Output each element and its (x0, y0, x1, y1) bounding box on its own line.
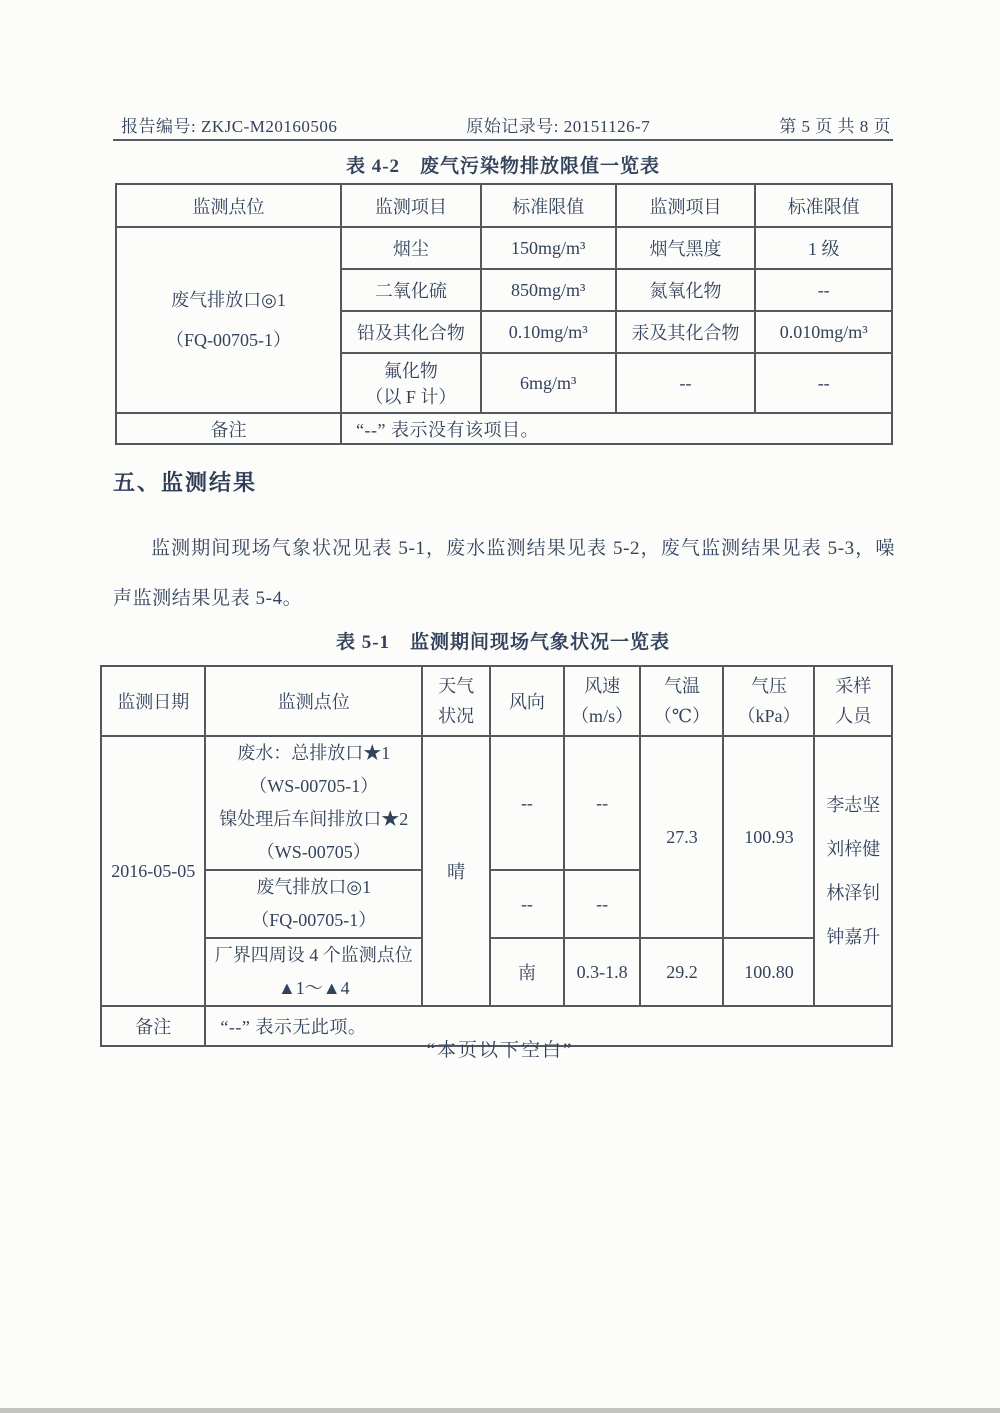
intro-paragraph: 监测期间现场气象状况见表 5-1，废水监测结果见表 5-2，废气监测结果见表 5-3，噪声监测结果见表 5-4。 (113, 538, 895, 609)
site-cell (205, 870, 422, 938)
column-header-wind-speed (564, 666, 641, 736)
page-header (121, 112, 891, 137)
header-line: 天气 (438, 676, 475, 696)
wind-direction-cell: -- (490, 736, 564, 870)
sampler-name: 李志坚 (826, 795, 881, 815)
item-cell: 烟气黑度 (616, 227, 756, 269)
wind-direction-cell: 南 (490, 938, 564, 1006)
site-line: 废气排放口◎1 (171, 290, 286, 310)
column-header-pressure (723, 666, 814, 736)
site-line: （WS-00705-1） (249, 776, 379, 796)
header-line: （℃） (653, 706, 711, 726)
date-cell: 2016-05-05 (101, 736, 205, 1006)
temperature-cell: 27.3 (640, 736, 723, 938)
item-cell: 铅及其化合物 (341, 311, 481, 353)
site-line: 镍处理后车间排放口★2 (219, 809, 409, 829)
wind-direction-cell: -- (490, 870, 564, 938)
column-header-limit-2: 标准限值 (755, 184, 892, 227)
item-cell: 二氧化硫 (341, 269, 481, 311)
site-line: （WS-00705） (256, 842, 371, 862)
column-header-wind-direction: 风向 (490, 666, 564, 736)
note-label-cell: 备注 (116, 413, 341, 444)
site-line: ▲1～▲4 (277, 978, 350, 998)
pressure-cell: 100.80 (723, 938, 814, 1006)
section-heading: 五、监测结果 (113, 470, 258, 495)
column-header-item-2: 监测项目 (616, 184, 756, 227)
table-5-1 (100, 665, 893, 1047)
column-header-date: 监测日期 (101, 666, 205, 736)
note-row (116, 413, 892, 444)
samplers-cell (814, 736, 892, 1006)
site-line: （FQ-00705-1） (166, 330, 292, 350)
limit-cell: 0.10mg/m³ (481, 311, 616, 353)
table-5-1-header-row (101, 666, 892, 736)
site-cell (116, 227, 341, 413)
note-text-cell: “--” 表示无此项。 (205, 1006, 892, 1046)
limit-cell: 6mg/m³ (481, 353, 616, 413)
item-cell (341, 353, 481, 413)
table-row (116, 227, 892, 269)
sampler-name: 林泽钊 (826, 883, 881, 903)
table-row (101, 736, 892, 870)
site-line: （FQ-00705-1） (251, 910, 377, 930)
header-line: 气温 (663, 676, 700, 696)
limit-cell: 850mg/m³ (481, 269, 616, 311)
column-header-item-1: 监测项目 (341, 184, 481, 227)
header-line: （m/s） (571, 706, 634, 726)
page-blank-note: “本页以下空白” (426, 1040, 574, 1061)
limit-cell: 150mg/m³ (481, 227, 616, 269)
item-cell: 烟尘 (341, 227, 481, 269)
item-line: 氟化物 (383, 361, 438, 381)
limit-cell: 0.010mg/m³ (755, 311, 892, 353)
limit-cell: 1 级 (755, 227, 892, 269)
item-cell: -- (616, 353, 756, 413)
sampler-name: 刘梓健 (826, 839, 881, 859)
note-label-cell: 备注 (101, 1006, 205, 1046)
wind-speed-cell: -- (564, 870, 641, 938)
item-line: （以 F 计） (365, 387, 457, 407)
temperature-cell: 29.2 (640, 938, 723, 1006)
header-line: 气压 (750, 676, 787, 696)
header-line: 状况 (438, 706, 475, 726)
limit-cell: -- (755, 353, 892, 413)
pressure-cell: 100.93 (723, 736, 814, 938)
item-cell: 汞及其化合物 (616, 311, 756, 353)
site-line: 厂界四周设 4 个监测点位 (214, 945, 413, 965)
site-line: 废气排放口◎1 (256, 877, 372, 897)
site-line: 废水：总排放口★1 (237, 743, 391, 763)
column-header-site: 监测点位 (205, 666, 422, 736)
limit-cell: -- (755, 269, 892, 311)
column-header-site: 监测点位 (116, 184, 341, 227)
table-4-2 (115, 183, 893, 445)
table-row (101, 938, 892, 1006)
note-text-cell: “--” 表示没有该项目。 (341, 413, 892, 444)
weather-cell: 晴 (422, 736, 490, 1006)
header-divider (113, 139, 893, 141)
table-5-1-caption: 表 5-1 监测期间现场气象状况一览表 (335, 632, 671, 653)
item-cell: 氮氧化物 (616, 269, 756, 311)
report-number: 报告编号: ZKJC-M20160506 (121, 117, 338, 136)
wind-speed-cell: -- (564, 736, 641, 870)
column-header-weather (422, 666, 490, 736)
header-line: 人员 (835, 706, 872, 726)
table-4-2-caption: 表 4-2 废气污染物排放限值一览表 (345, 156, 661, 177)
column-header-limit-1: 标准限值 (481, 184, 616, 227)
wind-speed-cell: 0.3-1.8 (564, 938, 641, 1006)
site-cell (205, 736, 422, 870)
original-record-number: 原始记录号: 20151126-7 (466, 117, 651, 136)
table-4-2-header-row (116, 184, 892, 227)
header-line: 采样 (835, 676, 872, 696)
sampler-name: 钟嘉升 (826, 927, 881, 947)
header-line: 风速 (584, 676, 621, 696)
header-line: （kPa） (737, 706, 801, 726)
column-header-samplers (814, 666, 892, 736)
column-header-temperature (640, 666, 723, 736)
scan-edge (0, 1408, 1000, 1413)
site-cell (205, 938, 422, 1006)
page-indicator: 第 5 页 共 8 页 (779, 117, 891, 136)
